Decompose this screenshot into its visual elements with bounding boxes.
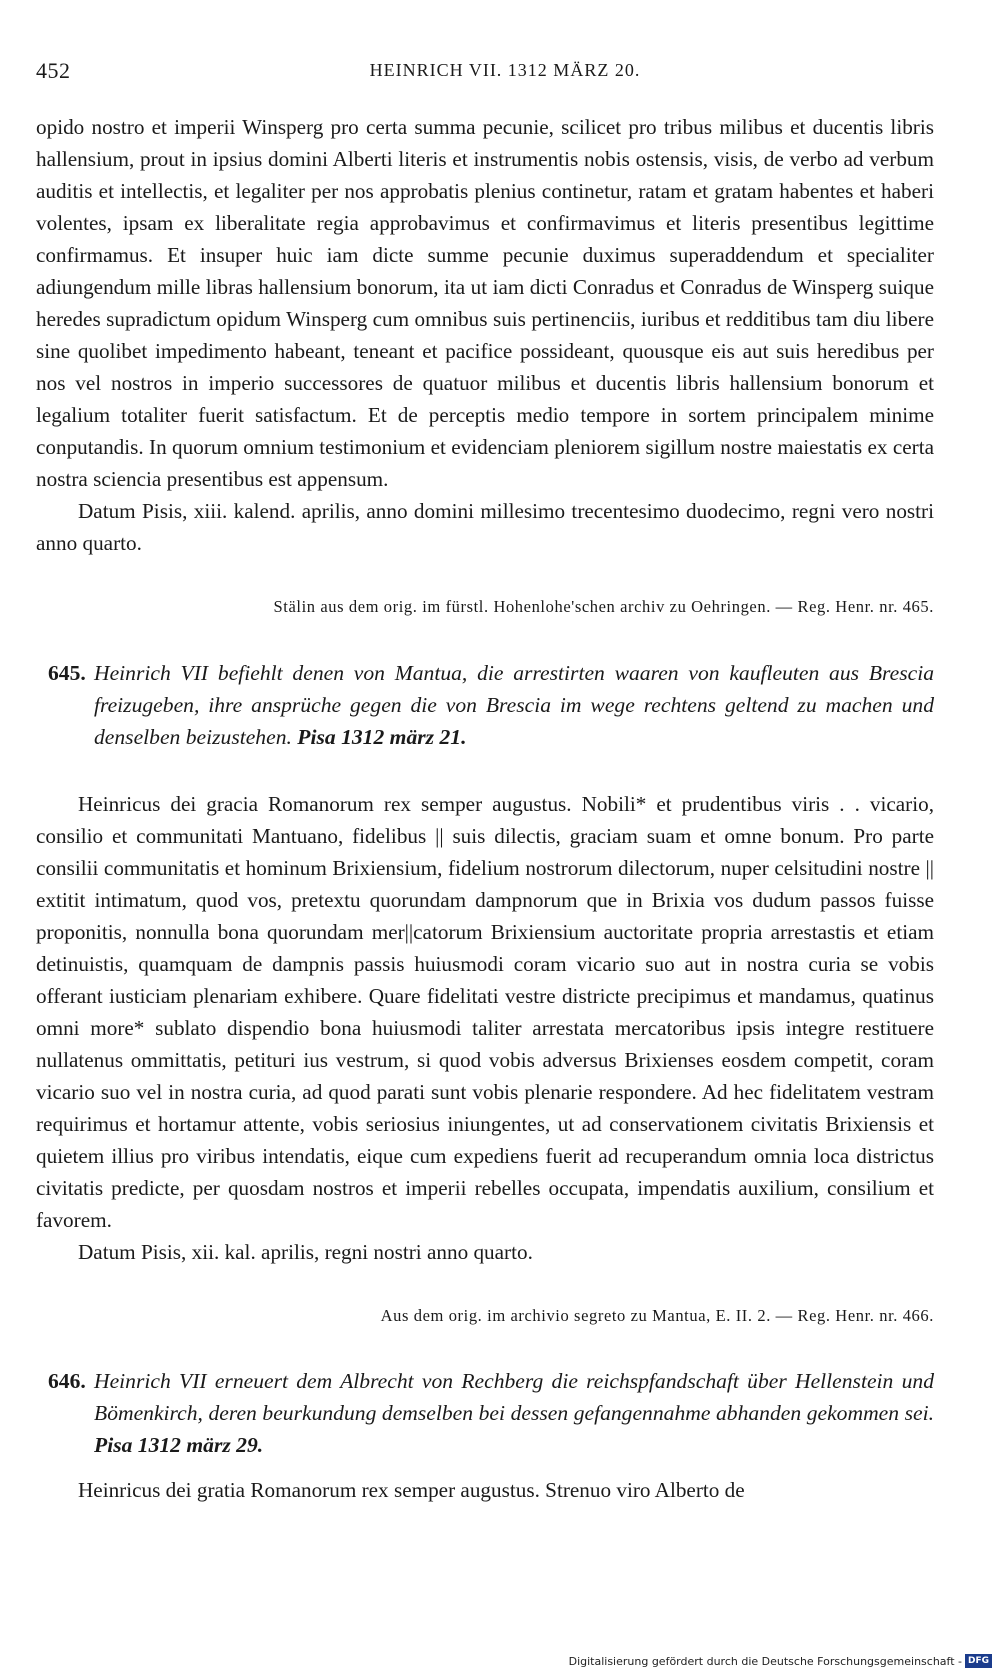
dfg-logo-icon: DFG	[965, 1654, 992, 1668]
document-644-text	[36, 111, 934, 559]
document-646-number: 646.	[48, 1369, 86, 1393]
document-646-regest-text: Heinrich VII erneuert dem Albrecht von Rechberg die reichspfandschaft über Hellenstein und Bömenkirch, deren beurkundung demselben bei dessen gefangennahme abhanden gekommen sei.	[94, 1369, 934, 1425]
document-644-body: opido nostro et imperii Winsperg pro certa summa pecunie, scilicet pro tribus milibus et ducentis libris hallensium, prout in ipsius domini Alberti literis et instrumentis nobis ostensis, visis, de verbo ad verbum auditis et intellectis, et legaliter per nos approbatis plenius continetur, ratam et gratam habentes et haberi volentes, ipsam ex liberalitate regia approbavimus et confirmavimus et literis presentibus legittime confirmamus. Et insuper huic iam dicte summe pecunie duximus superaddendum et specialiter adiungendum mille libras hallensium bonorum, ita ut iam dicti Conradus et Conradus de Winsperg suique heredes supradictum opidum Winsperg cum omnibus suis pertinenciis, iuribus et redditibus tam diu libere sine quolibet impedimento habeant, teneant et pacifice possideant, quousque eis aut suis heredibus per nos vel nostros in imperio successores de quatuor milibus et ducentis libris hallensium bonorum et legalium totaliter fuerit satisfactum. Et de perceptis medio tempore in sortem principalem minime conputandis. In quorum omnium testimonium et evidenciam pleniorem sigillum nostre maiestatis ex certa nostra sciencia presentibus est appensum.	[36, 115, 934, 491]
document-646-regest	[94, 1365, 934, 1461]
document-645-body: Heinricus dei gracia Romanorum rex semper augustus. Nobili* et prudentibus viris . . vicario, consilio et communitati Mantuano, fidelibus || suis dilectis, graciam suam et omne bonum. Pro parte consilii communitatis et hominum Brixiensium, fidelium nostrorum dilectorum, nuper celsitudini nostre || extitit intimatum, quod vos, pretextu quorundam dampnorum que in Brixia vos dudum passos fuisse proponitis, nonnulla bona quorundam mer||catorum Brixiensium auctoritate propria arrestastis et etiam detinuistis, quamquam de dampnis passis huiusmodi coram vicario suo aut in nostra curia se vobis offerant iusticiam plenariam exhibere. Quare fidelitati vestre districte precipimus et mandamus, quatinus omni more* sublato dispendio bona huiusmodi taliter arrestata mercatoribus ipsis integre restituere nullatenus ommittatis, petituri ius vestrum, si quod vobis adversus Brixienses eosdem competit, coram vicario suo vel in nostra curia, ad quod parati sunt vobis plenarie respondere. Ad hec fidelitatem vestram requirimus et hortamur attente, vobis seriosius iniungentes, ut ad conservationem civitatis Brixiensis et quietem illius pro viribus intendatis, eique cum expediens fuerit ad recuperandum omnia loca districtus civitatis predicte, per quosdam nostros et imperii rebelles occupata, impendatis auxilium, consilium et favorem.	[36, 792, 934, 1232]
document-644-datum: Datum Pisis, xiii. kalend. aprilis, anno domini millesimo trecentesimo duodecimo, regni vero nostri anno quarto.	[36, 499, 934, 555]
document-645-regest-text: Heinrich VII befiehlt denen von Mantua, die arrestirten waaren von kaufleuten aus Brescia freizugeben, ihre ansprüche gegen die von Brescia im wege rechtens geltend zu machen und denselben beizustehen.	[94, 661, 934, 749]
running-title: HEINRICH VII. 1312 MÄRZ 20.	[369, 60, 641, 80]
document-645-source: Aus dem orig. im archivio segreto zu Mantua, E. II. 2. — Reg. Henr. nr. 466.	[380, 1306, 934, 1325]
document-644-source: Stälin aus dem orig. im fürstl. Hohenlohe'schen archiv zu Oehringen. — Reg. Henr. nr. 465.	[273, 597, 934, 616]
document-646-body: Heinricus dei gratia Romanorum rex semper augustus. Strenuo viro Alberto de	[78, 1478, 745, 1502]
document-645-datum: Datum Pisis, xii. kal. aprilis, regni nostri anno quarto.	[78, 1240, 533, 1264]
page-number: 452	[36, 58, 71, 83]
document-645-number: 645.	[48, 661, 86, 685]
document-646-text	[36, 1474, 934, 1506]
digitization-credit	[569, 1654, 992, 1668]
document-645-date: Pisa 1312 märz 21.	[297, 725, 467, 749]
document-646-date: Pisa 1312 märz 29.	[94, 1433, 264, 1457]
credit-text: Digitalisierung gefördert durch die Deutsche Forschungsgemeinschaft -	[568, 1654, 962, 1668]
page-header	[36, 58, 934, 88]
document-645-regest	[94, 657, 934, 753]
document-645-text	[36, 788, 934, 1268]
document-646-heading	[36, 1365, 934, 1461]
document-645-heading	[36, 657, 934, 753]
